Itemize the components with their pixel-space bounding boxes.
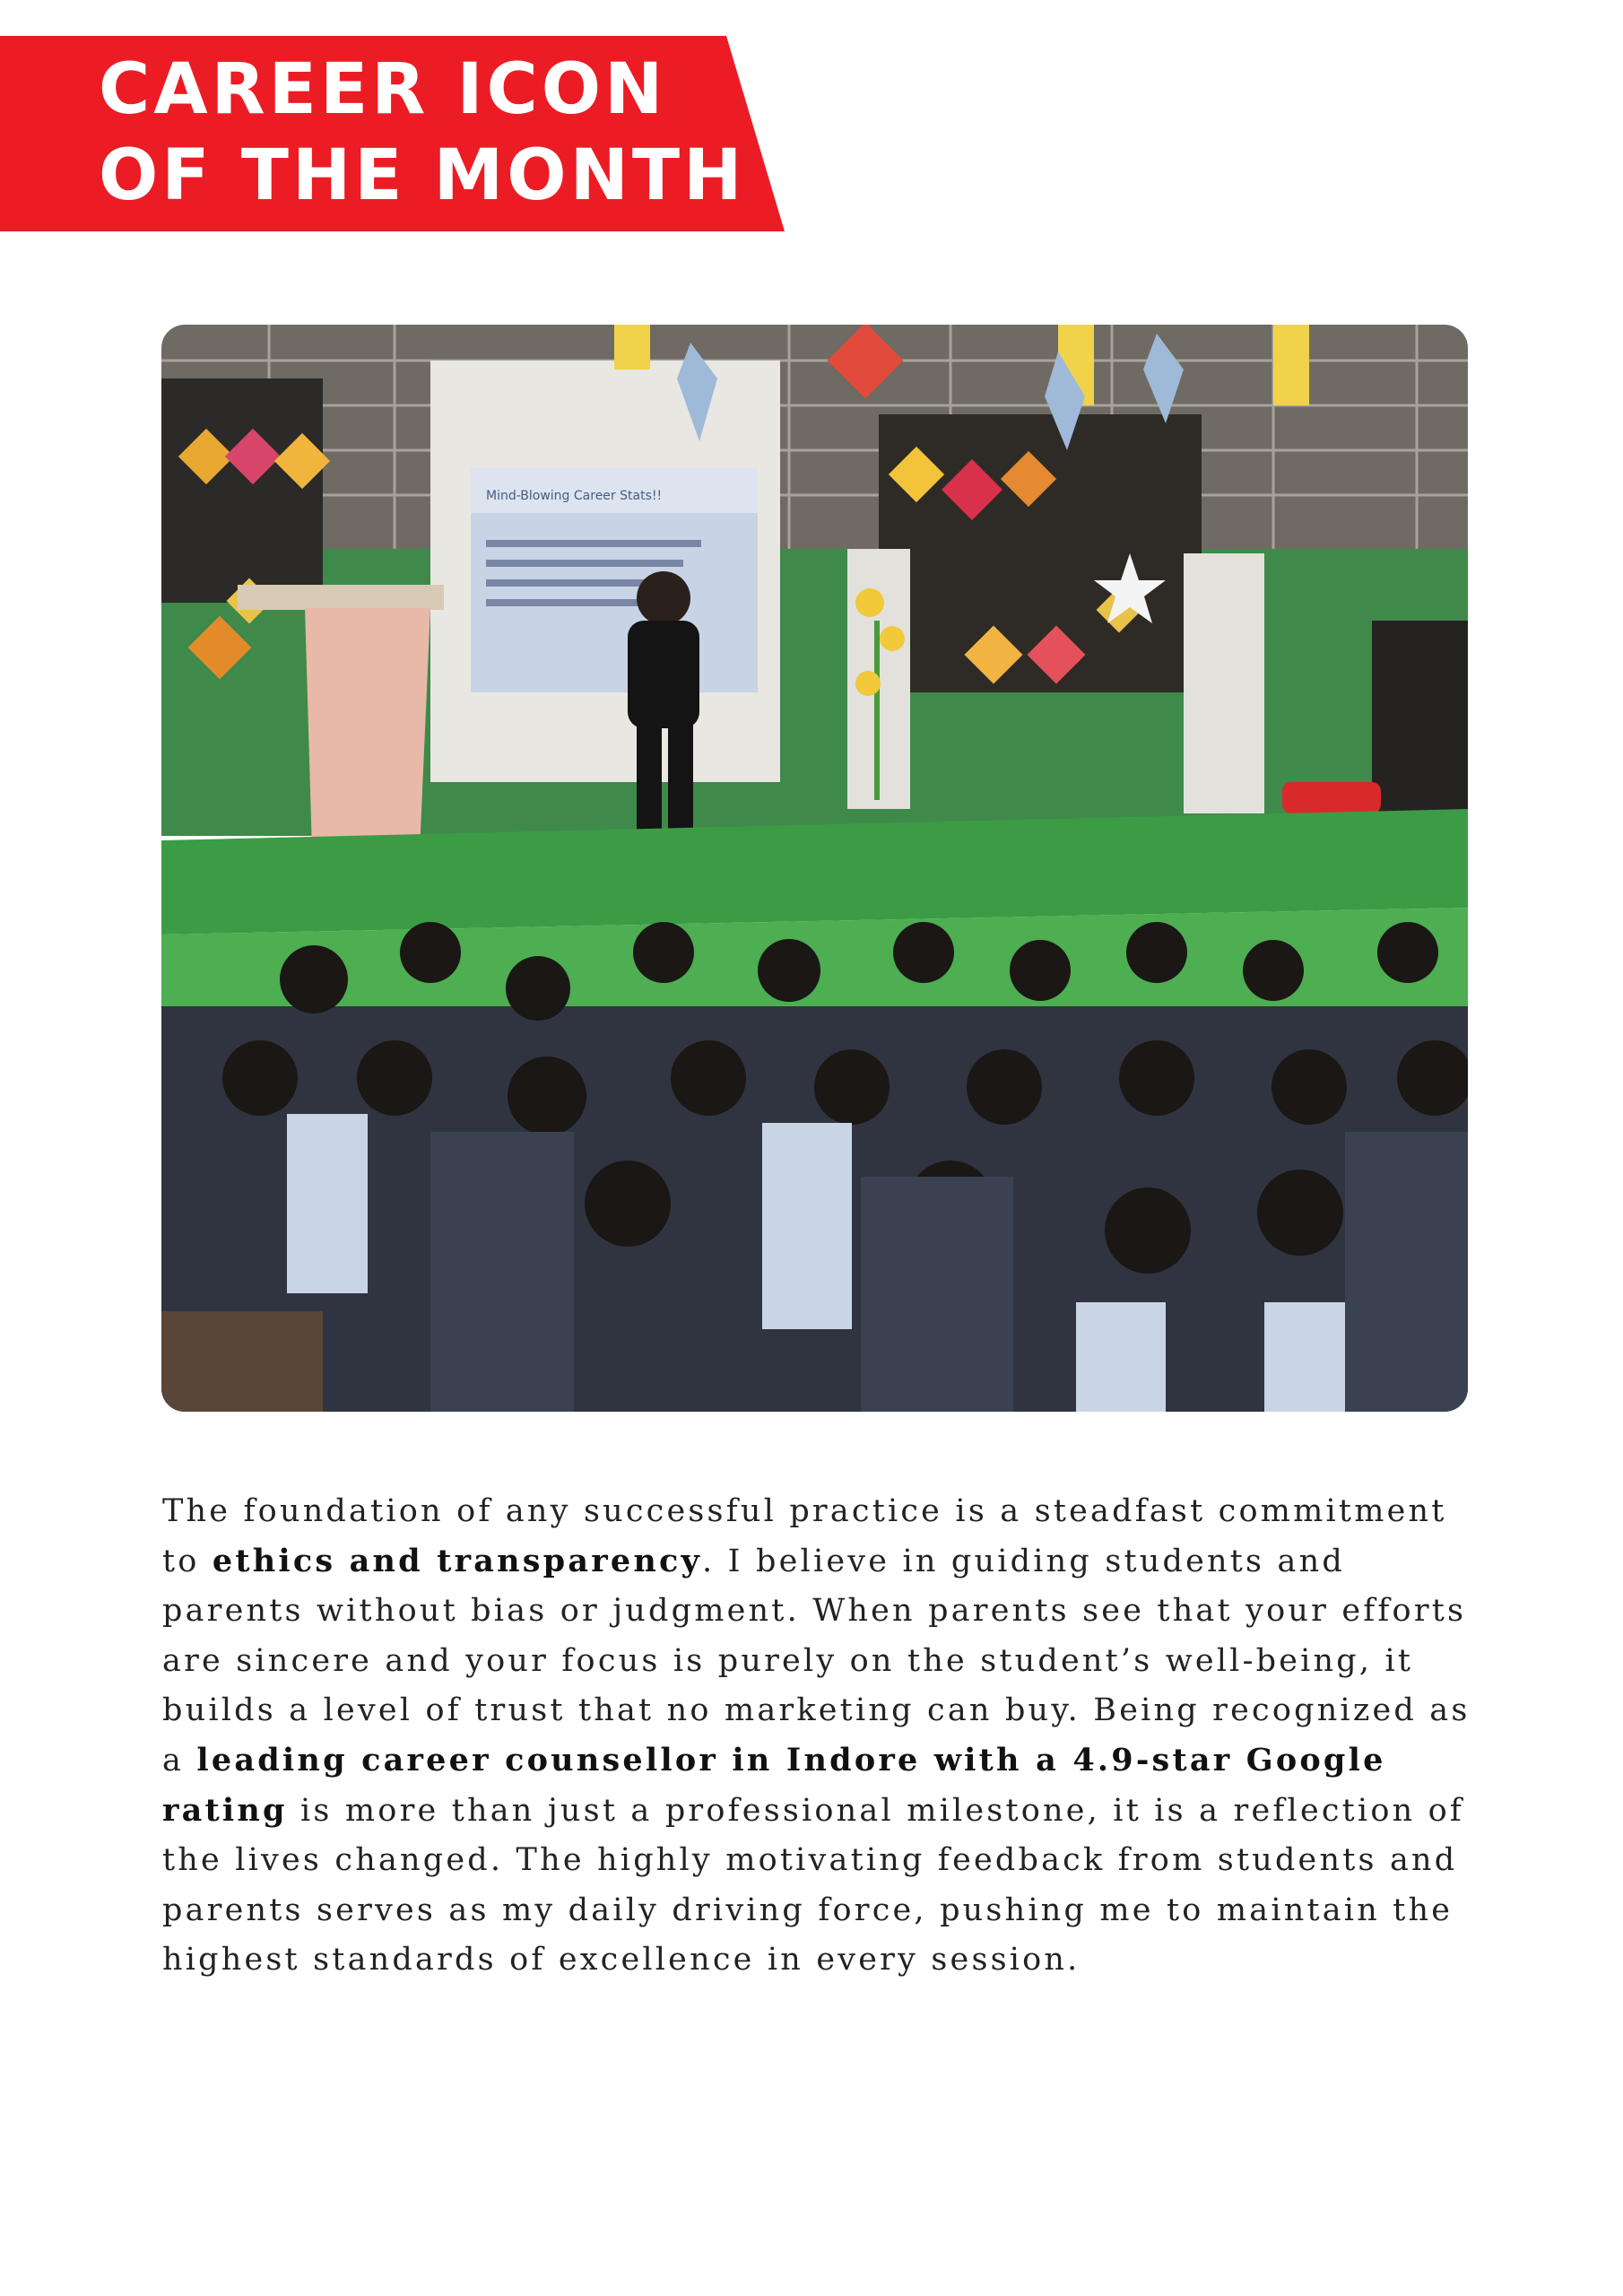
event-photo-illustration [161,325,1468,1412]
article-text-3: is more than just a professional milestone, it is a reflection of the lives changed. The highly motivating feedback from students and parents serves as my daily driving force, pushing me to maintain the highest standards of excellence in every session. [162,1793,1465,1978]
article-text-2: . I believe in guiding students and parents without bias or judgment. When parents see that your efforts are sincere and your focus is purely on the student’s well-being, it builds a level of trust that no marketing can buy. Being recognized as a [162,1544,1471,1779]
article-bold-2: leading career counsellor in Indore with a 4.9-star Google rating [162,1742,1386,1830]
article-paragraph [162,1487,1480,1985]
banner-title-line-1: CAREER ICON [99,49,667,130]
article-text-1: The foundation of any successful practice is a steadfast commitment to [162,1493,1447,1580]
event-photo [161,325,1468,1412]
article-bold-1: ethics and transparency [212,1543,703,1580]
banner-title-line-2: OF THE MONTH [99,135,746,216]
banner-title [99,47,745,219]
slide-title: Mind-Blowing Career Stats!! [486,489,663,503]
